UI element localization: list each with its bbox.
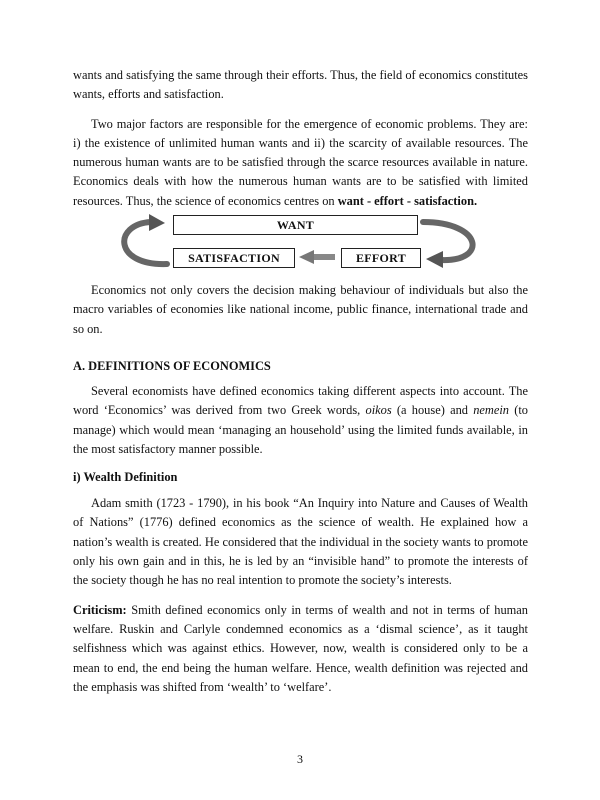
criticism-paragraph bbox=[73, 601, 528, 697]
definitions-paragraph bbox=[73, 382, 528, 459]
greek-word-oikos: oikos bbox=[365, 403, 392, 418]
factors-paragraph bbox=[73, 115, 528, 211]
page-body bbox=[73, 66, 528, 697]
intro-paragraph: wants and satisfying the same through their efforts. Thus, the field of economics constitutes wants, efforts and satisfaction. bbox=[73, 68, 528, 102]
right-arrow-head bbox=[426, 251, 443, 268]
page-number: 3 bbox=[297, 752, 303, 766]
left-curved-arrow bbox=[124, 222, 167, 264]
section-heading: A. DEFINITIONS OF ECONOMICS bbox=[73, 358, 271, 373]
greek-word-nemein: nemein bbox=[473, 403, 509, 418]
wealth-subheading: i) Wealth Definition bbox=[73, 470, 178, 485]
factors-emphasis: want - effort - satisfaction. bbox=[337, 193, 478, 208]
satisfaction-box: SATISFACTION bbox=[173, 248, 295, 268]
wealth-paragraph: Adam smith (1723 - 1790), in his book “An Inquiry into Nature and Causes of Wealth of Nations” (1776) defined economics as the science of wealth. He explained how a nation’s wealth is created. He considered that the individual in the society wants to promote only his own gain and in this, he is led by an “invisible hand” to promote the interests of the society though he has no real intention to promote the society’s interests. bbox=[73, 496, 528, 588]
right-curved-arrow bbox=[423, 222, 473, 260]
criticism-text: Smith defined economics only in terms of wealth and not in terms of human welfare. Ruskin and Carlyle condemned economics as a ‘dismal science’, as it taught selfishness which was against ethics. However, now, wealth is considered only to be a mean to end, the end being the human welfare. Hence, wealth definition was rejected and the emphasis was shifted from ‘wealth’ to ‘welfare’. bbox=[73, 602, 528, 694]
left-arrow-head bbox=[149, 214, 165, 231]
definitions-part1: Several economists have defined economics taking different aspects into account. The word ‘Economics’ was derived from two Greek words, bbox=[73, 383, 528, 418]
definitions-part3: (to manage) which would mean ‘managing an household’ using the limited funds available, in the most satisfactory manner possible. bbox=[73, 403, 528, 456]
effort-box: EFFORT bbox=[341, 248, 421, 268]
scope-paragraph: Economics not only covers the decision making behaviour of individuals but also the macro variables of economies like national income, public finance, international trade and so on. bbox=[73, 283, 528, 336]
middle-arrow-head bbox=[299, 250, 314, 264]
factors-text: Two major factors are responsible for the emergence of economic problems. They are: i) the existence of unlimited human wants and ii) the scarcity of available resources. The numerous human wants are to be satisfied through the scarce resources available in nature. Economics deals with how the numerous human wants are to be satisfied with limited resources. Thus, the science of economics centres on bbox=[73, 116, 528, 208]
want-box: WANT bbox=[173, 215, 418, 235]
criticism-label: Criticism: bbox=[73, 602, 127, 617]
definitions-part2: (a house) and bbox=[391, 403, 474, 418]
want-effort-satisfaction-diagram bbox=[73, 214, 528, 272]
